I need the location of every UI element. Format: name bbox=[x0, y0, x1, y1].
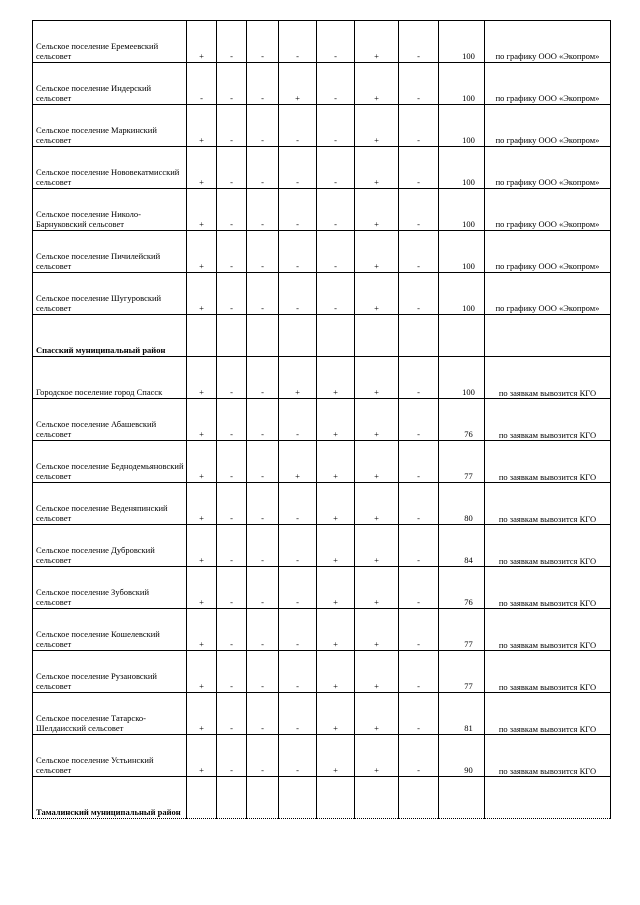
col-5-mark: - bbox=[317, 231, 355, 273]
table-row bbox=[33, 63, 611, 105]
col-2-mark: - bbox=[217, 105, 247, 147]
col-1-mark: + bbox=[187, 651, 217, 693]
col-7-mark: - bbox=[399, 525, 439, 567]
col-2-mark: - bbox=[217, 357, 247, 399]
collection-note bbox=[485, 315, 611, 357]
collection-note: по заявкам вывозится КГО bbox=[485, 693, 611, 735]
col-5-mark: + bbox=[317, 441, 355, 483]
settlement-name: Сельское поселение Кошелевский сельсовет bbox=[33, 609, 187, 651]
table-row bbox=[33, 105, 611, 147]
col-2-mark: - bbox=[217, 399, 247, 441]
col-1-mark: + bbox=[187, 21, 217, 63]
col-2-mark: - bbox=[217, 441, 247, 483]
col-6-mark: + bbox=[355, 273, 399, 315]
coverage-percent-cell bbox=[439, 567, 485, 609]
coverage-percent: 100 bbox=[462, 303, 475, 313]
col-3-mark: - bbox=[247, 189, 279, 231]
col-5-mark: - bbox=[317, 21, 355, 63]
settlement-name: Сельское поселение Устьинский сельсовет bbox=[33, 735, 187, 777]
col-4-mark: - bbox=[279, 525, 317, 567]
col-6-mark: + bbox=[355, 399, 399, 441]
table-row bbox=[33, 21, 611, 63]
col-7-mark: - bbox=[399, 357, 439, 399]
collection-note: по заявкам вывозится КГО bbox=[485, 441, 611, 483]
coverage-percent-cell bbox=[439, 399, 485, 441]
col-7-mark: - bbox=[399, 609, 439, 651]
col-7-mark bbox=[399, 777, 439, 819]
district-name: Спасский муниципальный район bbox=[33, 315, 187, 357]
col-2-mark: - bbox=[217, 231, 247, 273]
col-1-mark: + bbox=[187, 189, 217, 231]
col-7-mark: - bbox=[399, 735, 439, 777]
settlement-name: Сельское поселение Нововекатмисский сельсовет bbox=[33, 147, 187, 189]
col-2-mark bbox=[217, 777, 247, 819]
col-5-mark: + bbox=[317, 357, 355, 399]
col-6-mark: + bbox=[355, 21, 399, 63]
coverage-percent: 100 bbox=[462, 135, 475, 145]
col-7-mark: - bbox=[399, 693, 439, 735]
col-6-mark: + bbox=[355, 567, 399, 609]
collection-note: по заявкам вывозится КГО bbox=[485, 567, 611, 609]
coverage-percent: 76 bbox=[464, 597, 473, 607]
collection-note: по графику ООО «Экопром» bbox=[485, 21, 611, 63]
col-6-mark bbox=[355, 777, 399, 819]
col-3-mark: - bbox=[247, 231, 279, 273]
table-row bbox=[33, 189, 611, 231]
col-4-mark bbox=[279, 315, 317, 357]
col-2-mark: - bbox=[217, 273, 247, 315]
settlement-name: Сельское поселение Индерский сельсовет bbox=[33, 63, 187, 105]
coverage-percent-cell bbox=[439, 63, 485, 105]
col-6-mark: + bbox=[355, 693, 399, 735]
collection-note: по заявкам вывозится КГО bbox=[485, 399, 611, 441]
col-7-mark: - bbox=[399, 105, 439, 147]
col-1-mark: + bbox=[187, 567, 217, 609]
col-6-mark: + bbox=[355, 525, 399, 567]
coverage-percent: 76 bbox=[464, 429, 473, 439]
col-3-mark: - bbox=[247, 21, 279, 63]
col-3-mark: - bbox=[247, 525, 279, 567]
district-heading-row bbox=[33, 777, 611, 819]
coverage-percent: 84 bbox=[464, 555, 473, 565]
settlement-name: Сельское поселение Шугуровский сельсовет bbox=[33, 273, 187, 315]
coverage-percent-cell bbox=[439, 105, 485, 147]
coverage-percent: 77 bbox=[464, 681, 473, 691]
coverage-percent-cell bbox=[439, 273, 485, 315]
col-2-mark: - bbox=[217, 609, 247, 651]
table-row bbox=[33, 735, 611, 777]
col-4-mark: - bbox=[279, 651, 317, 693]
col-6-mark: + bbox=[355, 189, 399, 231]
col-4-mark bbox=[279, 777, 317, 819]
col-5-mark: + bbox=[317, 525, 355, 567]
col-2-mark: - bbox=[217, 525, 247, 567]
col-1-mark: + bbox=[187, 525, 217, 567]
table-row bbox=[33, 609, 611, 651]
coverage-percent-cell bbox=[439, 21, 485, 63]
col-3-mark: - bbox=[247, 693, 279, 735]
col-5-mark: + bbox=[317, 567, 355, 609]
col-4-mark: - bbox=[279, 273, 317, 315]
coverage-percent-cell bbox=[439, 483, 485, 525]
coverage-percent-cell bbox=[439, 189, 485, 231]
col-4-mark: - bbox=[279, 399, 317, 441]
settlement-name: Сельское поселение Рузановский сельсовет bbox=[33, 651, 187, 693]
col-7-mark: - bbox=[399, 399, 439, 441]
settlement-name: Сельское поселение Абашевский сельсовет bbox=[33, 399, 187, 441]
col-7-mark: - bbox=[399, 441, 439, 483]
col-1-mark: - bbox=[187, 63, 217, 105]
table-row bbox=[33, 567, 611, 609]
coverage-percent: 100 bbox=[462, 93, 475, 103]
col-2-mark: - bbox=[217, 189, 247, 231]
col-1-mark: + bbox=[187, 147, 217, 189]
col-1-mark bbox=[187, 777, 217, 819]
col-4-mark: - bbox=[279, 21, 317, 63]
col-5-mark: - bbox=[317, 105, 355, 147]
col-2-mark: - bbox=[217, 147, 247, 189]
col-3-mark bbox=[247, 777, 279, 819]
col-6-mark: + bbox=[355, 483, 399, 525]
col-7-mark: - bbox=[399, 651, 439, 693]
col-3-mark: - bbox=[247, 357, 279, 399]
collection-note: по графику ООО «Экопром» bbox=[485, 63, 611, 105]
col-1-mark: + bbox=[187, 693, 217, 735]
table-body bbox=[33, 21, 611, 819]
coverage-percent-cell bbox=[439, 525, 485, 567]
col-4-mark: - bbox=[279, 693, 317, 735]
col-5-mark: + bbox=[317, 399, 355, 441]
col-2-mark bbox=[217, 315, 247, 357]
col-4-mark: - bbox=[279, 147, 317, 189]
col-1-mark bbox=[187, 315, 217, 357]
col-1-mark: + bbox=[187, 735, 217, 777]
col-2-mark: - bbox=[217, 651, 247, 693]
col-4-mark: - bbox=[279, 483, 317, 525]
collection-note: по заявкам вывозится КГО bbox=[485, 525, 611, 567]
col-1-mark: + bbox=[187, 357, 217, 399]
coverage-percent-cell bbox=[439, 693, 485, 735]
col-1-mark: + bbox=[187, 105, 217, 147]
coverage-percent-cell bbox=[439, 777, 485, 819]
col-2-mark: - bbox=[217, 567, 247, 609]
collection-note: по графику ООО «Экопром» bbox=[485, 231, 611, 273]
col-7-mark: - bbox=[399, 147, 439, 189]
col-2-mark: - bbox=[217, 63, 247, 105]
table-row bbox=[33, 273, 611, 315]
col-7-mark: - bbox=[399, 483, 439, 525]
col-2-mark: - bbox=[217, 483, 247, 525]
coverage-percent-cell bbox=[439, 357, 485, 399]
settlement-name: Сельское поселение Беднодемьяновский сельсовет bbox=[33, 441, 187, 483]
col-5-mark bbox=[317, 777, 355, 819]
col-2-mark: - bbox=[217, 693, 247, 735]
settlement-name: Городское поселение город Спасск bbox=[33, 357, 187, 399]
col-4-mark: - bbox=[279, 609, 317, 651]
district-heading-row bbox=[33, 315, 611, 357]
col-4-mark: + bbox=[279, 441, 317, 483]
table-row bbox=[33, 231, 611, 273]
col-3-mark: - bbox=[247, 273, 279, 315]
collection-note: по графику ООО «Экопром» bbox=[485, 147, 611, 189]
col-3-mark: - bbox=[247, 567, 279, 609]
settlement-name: Сельское поселение Зубовский сельсовет bbox=[33, 567, 187, 609]
settlement-name: Сельское поселение Маркинский сельсовет bbox=[33, 105, 187, 147]
collection-note: по заявкам вывозится КГО bbox=[485, 357, 611, 399]
col-6-mark: + bbox=[355, 609, 399, 651]
coverage-percent: 77 bbox=[464, 639, 473, 649]
col-5-mark: + bbox=[317, 483, 355, 525]
col-7-mark: - bbox=[399, 273, 439, 315]
collection-note: по графику ООО «Экопром» bbox=[485, 189, 611, 231]
col-7-mark: - bbox=[399, 567, 439, 609]
col-6-mark: + bbox=[355, 357, 399, 399]
col-7-mark bbox=[399, 315, 439, 357]
coverage-percent-cell bbox=[439, 609, 485, 651]
col-7-mark: - bbox=[399, 21, 439, 63]
settlement-name: Сельское поселение Татарско-Шелдаисский сельсовет bbox=[33, 693, 187, 735]
collection-note bbox=[485, 777, 611, 819]
col-2-mark: - bbox=[217, 21, 247, 63]
coverage-percent: 100 bbox=[462, 261, 475, 271]
col-1-mark: + bbox=[187, 399, 217, 441]
col-1-mark: + bbox=[187, 441, 217, 483]
collection-note: по графику ООО «Экопром» bbox=[485, 105, 611, 147]
table-row bbox=[33, 441, 611, 483]
settlements-table bbox=[32, 20, 611, 819]
table-row bbox=[33, 147, 611, 189]
coverage-percent: 100 bbox=[462, 387, 475, 397]
col-4-mark: - bbox=[279, 105, 317, 147]
col-5-mark: + bbox=[317, 693, 355, 735]
col-6-mark: + bbox=[355, 105, 399, 147]
col-6-mark: + bbox=[355, 63, 399, 105]
col-5-mark: - bbox=[317, 189, 355, 231]
collection-note: по заявкам вывозится КГО bbox=[485, 735, 611, 777]
collection-note: по заявкам вывозится КГО bbox=[485, 483, 611, 525]
col-2-mark: - bbox=[217, 735, 247, 777]
col-4-mark: - bbox=[279, 231, 317, 273]
col-4-mark: + bbox=[279, 63, 317, 105]
table-row bbox=[33, 399, 611, 441]
col-5-mark: - bbox=[317, 63, 355, 105]
col-3-mark: - bbox=[247, 651, 279, 693]
table-row bbox=[33, 357, 611, 399]
col-5-mark bbox=[317, 315, 355, 357]
col-6-mark: + bbox=[355, 147, 399, 189]
table-row bbox=[33, 525, 611, 567]
col-3-mark: - bbox=[247, 399, 279, 441]
coverage-percent-cell bbox=[439, 315, 485, 357]
col-1-mark: + bbox=[187, 231, 217, 273]
col-6-mark: + bbox=[355, 735, 399, 777]
col-5-mark: + bbox=[317, 735, 355, 777]
collection-note: по заявкам вывозится КГО bbox=[485, 609, 611, 651]
coverage-percent: 100 bbox=[462, 51, 475, 61]
col-3-mark: - bbox=[247, 609, 279, 651]
settlement-name: Сельское поселение Веденяпинский сельсовет bbox=[33, 483, 187, 525]
col-6-mark bbox=[355, 315, 399, 357]
coverage-percent: 100 bbox=[462, 177, 475, 187]
coverage-percent-cell bbox=[439, 651, 485, 693]
col-3-mark: - bbox=[247, 735, 279, 777]
col-4-mark: - bbox=[279, 735, 317, 777]
col-3-mark: - bbox=[247, 105, 279, 147]
coverage-percent: 81 bbox=[464, 723, 473, 733]
settlement-name: Сельское поселение Еремеевский сельсовет bbox=[33, 21, 187, 63]
coverage-percent: 90 bbox=[464, 765, 473, 775]
coverage-percent: 77 bbox=[464, 471, 473, 481]
col-3-mark: - bbox=[247, 441, 279, 483]
col-3-mark bbox=[247, 315, 279, 357]
col-5-mark: + bbox=[317, 651, 355, 693]
coverage-percent-cell bbox=[439, 735, 485, 777]
coverage-percent: 80 bbox=[464, 513, 473, 523]
district-name: Тамалинский муниципальный район bbox=[33, 777, 187, 819]
col-7-mark: - bbox=[399, 63, 439, 105]
col-3-mark: - bbox=[247, 63, 279, 105]
col-7-mark: - bbox=[399, 231, 439, 273]
col-4-mark: + bbox=[279, 357, 317, 399]
col-5-mark: + bbox=[317, 609, 355, 651]
col-1-mark: + bbox=[187, 483, 217, 525]
coverage-percent-cell bbox=[439, 231, 485, 273]
settlement-name: Сельское поселение Николо-Барнуковский сельсовет bbox=[33, 189, 187, 231]
table-row bbox=[33, 483, 611, 525]
col-7-mark: - bbox=[399, 189, 439, 231]
coverage-percent-cell bbox=[439, 441, 485, 483]
col-5-mark: - bbox=[317, 147, 355, 189]
collection-note: по заявкам вывозится КГО bbox=[485, 651, 611, 693]
col-1-mark: + bbox=[187, 609, 217, 651]
col-4-mark: - bbox=[279, 189, 317, 231]
col-6-mark: + bbox=[355, 231, 399, 273]
table-row bbox=[33, 651, 611, 693]
col-3-mark: - bbox=[247, 483, 279, 525]
col-1-mark: + bbox=[187, 273, 217, 315]
coverage-percent: 100 bbox=[462, 219, 475, 229]
table-row bbox=[33, 693, 611, 735]
settlement-name: Сельское поселение Дубровский сельсовет bbox=[33, 525, 187, 567]
col-6-mark: + bbox=[355, 651, 399, 693]
col-4-mark: - bbox=[279, 567, 317, 609]
col-6-mark: + bbox=[355, 441, 399, 483]
coverage-percent-cell bbox=[439, 147, 485, 189]
col-3-mark: - bbox=[247, 147, 279, 189]
collection-note: по графику ООО «Экопром» bbox=[485, 273, 611, 315]
settlement-name: Сельское поселение Пичилейский сельсовет bbox=[33, 231, 187, 273]
col-5-mark: - bbox=[317, 273, 355, 315]
